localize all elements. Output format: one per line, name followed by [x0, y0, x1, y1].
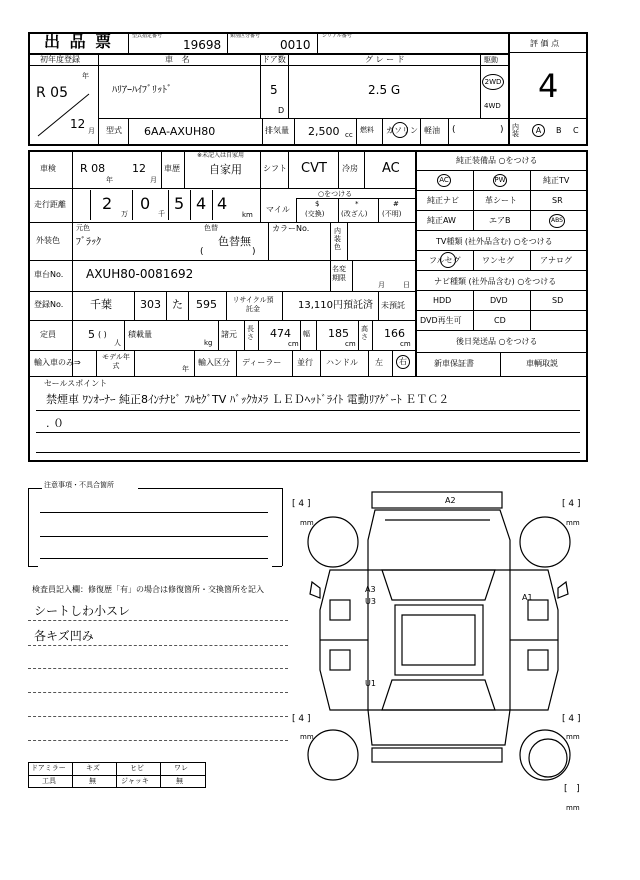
navi-title: ナビ種類 (社外品含む) ○をつける [434, 277, 557, 286]
fuel-other-close: ) [500, 125, 504, 135]
mileage-unknown: (不明) [382, 210, 402, 218]
history-label: 車歴 [164, 164, 180, 173]
displacement-label: 排気量 [265, 126, 289, 135]
mark-a1: A1 [522, 593, 533, 602]
equip-ac: AC [437, 174, 451, 187]
form-title: 出 品 票 [44, 32, 114, 51]
inspector-label: 検査員記入欄：修復歴「有」の場合は修復箇所・交換箇所を記入 [32, 585, 264, 594]
height-value: 166 [384, 327, 405, 340]
inspection-month: 12 [132, 162, 146, 175]
drive-label: 駆動 [484, 56, 498, 64]
scratch-label: キズ [86, 764, 100, 772]
width-label: 幅 [303, 330, 310, 338]
tire-rear-right [520, 730, 570, 780]
recycle-status: 未預託 [381, 301, 405, 310]
navi-cd: CD [494, 316, 506, 325]
model-designation-label: 型式指定番号 [132, 33, 163, 39]
tire-front-right [520, 517, 570, 567]
mileage-hash: # [393, 200, 399, 208]
car-diagram [290, 470, 590, 800]
registration-number: 595 [196, 298, 217, 311]
doors-label: ドア数 [262, 55, 286, 64]
category-label: 類別区分番号 [230, 33, 261, 39]
color-original: ﾌﾞﾗｯｸ [76, 237, 101, 248]
recycle-label: リサイクル預託金 [232, 296, 274, 313]
height-label: 高さ [361, 325, 368, 341]
equip-pw: PW [493, 174, 507, 187]
grade-value: 2.5 G [368, 83, 401, 97]
tire-depth-spare: [ ] [564, 784, 580, 794]
title-change-month: 月 [378, 281, 385, 289]
drive-4wd: 4WD [484, 102, 501, 110]
length-unit: cm [288, 340, 299, 348]
navi-sd: SD [552, 296, 564, 305]
color-changed: 色替無 [218, 235, 251, 248]
equipment-title: 純正装備品 ○をつける [456, 156, 538, 165]
handle-label: ハンドル [326, 358, 358, 367]
equip-leather: 革シート [485, 196, 517, 205]
fuel-gasoline: ガソリン [386, 126, 418, 135]
sales-points-label: セールスポイント [44, 379, 108, 388]
jack-value: 無 [176, 777, 183, 785]
capacity-unit: 人 [114, 339, 121, 347]
category-no: 0010 [280, 38, 311, 52]
break-label: ワレ [174, 764, 188, 772]
tire-rear-left [308, 730, 358, 780]
color-paren-close: ) [252, 247, 256, 257]
mileage-tampered: (改ざん) [341, 210, 368, 218]
interior-a: A [532, 124, 545, 137]
mileage-label: 走行距離 [34, 200, 66, 209]
model-type: 6AA-AXUH80 [144, 125, 216, 138]
inspection-month-unit: 月 [150, 176, 157, 184]
length-value: 474 [270, 327, 291, 340]
displacement-unit: cc [345, 131, 353, 139]
equip-sr: SR [552, 196, 563, 205]
registration-class: 303 [140, 298, 161, 311]
history-note: ※未記入は自家用 [197, 152, 245, 159]
displacement-value: 2,500 [308, 125, 340, 138]
inspection-era-year: R 08 [80, 162, 106, 175]
inspection-label: 車検 [40, 164, 56, 173]
recycle-value: 13,110円預託済 [298, 300, 373, 311]
drive-2wd: 2WD [482, 74, 504, 90]
equip-navi: 純正ナビ [427, 196, 459, 205]
width-unit: cm [345, 340, 356, 348]
model-type-label: 型式 [106, 126, 122, 135]
dims-label: 諸元 [221, 330, 237, 339]
tire-depth-fr: [ 4 ] [562, 499, 581, 509]
navi-dvd-play: DVD再生可 [420, 316, 462, 325]
mileage-star: * [355, 200, 359, 208]
ac-value: AC [382, 161, 400, 176]
tire-unit-fl: mm [300, 519, 314, 527]
mileage-digit-3: 5 [174, 194, 185, 213]
sales-points-line1: 禁煙車 ﾜﾝｵｰﾅｰ 純正8ｲﾝﾁﾅﾋﾞ ﾌﾙｾｸﾞTV ﾊﾞｯｸｶﾒﾗ ＬＥＤﾍｯﾄﾞﾗｲﾄ 電動ﾘｱｹﾞｰﾄ ＥＴＣ２ [46, 393, 450, 406]
import-category-label: 輸入区分 [198, 358, 230, 367]
tire-front-left [308, 517, 358, 567]
reg-month: 12 [70, 117, 86, 131]
crack-label: ヒビ [130, 764, 144, 772]
mileage-digit-4: 4 [196, 194, 207, 213]
car-name: ﾊﾘｱｰﾊｲﾌﾞﾘｯﾄﾞ [112, 85, 172, 96]
color-tone-label: 色替 [204, 224, 218, 232]
height-unit: cm [400, 340, 411, 348]
width-value: 185 [328, 327, 349, 340]
rating-value: 4 [538, 67, 559, 105]
mileage-digit-1: 2 [102, 194, 113, 213]
mileage-digit-2: 0 [140, 194, 151, 213]
model-designation-no: 19698 [183, 38, 222, 52]
equip-airbag: エアB [489, 216, 511, 225]
color-no-label: カラーNo. [272, 224, 310, 233]
tv-fullseg: フルセグ [429, 256, 461, 265]
length-label: 長さ [247, 325, 254, 341]
chassis-value: AXUH80-0081692 [86, 267, 194, 281]
color-original-label: 元色 [76, 224, 90, 232]
tire-spare [529, 739, 567, 777]
fuel-diesel: 軽油 [424, 126, 440, 135]
color-paren-open: ( [200, 247, 204, 257]
mileage-km: km [242, 211, 253, 219]
reg-month-unit: 月 [88, 127, 95, 135]
tire-depth-rl: [ 4 ] [292, 714, 311, 724]
mileage-dollar: $ [315, 200, 320, 208]
reg-year-unit: 年 [82, 72, 89, 80]
load-kg: kg [204, 339, 213, 347]
ac-label: 冷房 [342, 164, 358, 173]
serial-label: シリアル番号 [322, 33, 352, 39]
registration-region: 千葉 [90, 298, 112, 311]
title-change-label: 名変期限 [332, 265, 346, 282]
mileage-sen: 千 [158, 210, 165, 218]
sales-points-line2: . ０ [46, 417, 64, 430]
tools-value: 無 [89, 777, 96, 785]
handle-left: 左 [375, 358, 383, 367]
load-label: 積載量 [128, 330, 152, 339]
interior-color-label: 内装色 [334, 227, 341, 251]
mileage-man: 万 [121, 210, 128, 218]
color-label: 外装色 [36, 236, 60, 245]
mirror-label: ドアミラー [31, 764, 66, 772]
model-year-label: モデル年式 [102, 353, 130, 370]
equip-abs: ABS [549, 214, 565, 228]
mileage-exchange: (交換) [305, 210, 325, 218]
inspection-year-unit: 年 [106, 176, 113, 184]
chassis-label: 車台No. [34, 270, 64, 279]
interior-b: B [556, 126, 562, 135]
import-dealer: ディーラー [242, 358, 282, 367]
rating-label: 評 価 点 [530, 39, 560, 48]
doors-value: 5 [270, 83, 278, 97]
mark-u1: U1 [365, 679, 376, 688]
later-manual: 車輌取説 [526, 359, 558, 368]
tire-unit-spare: mm [566, 804, 580, 812]
capacity-paren: ( ) [98, 330, 107, 339]
title-change-day: 日 [403, 281, 410, 289]
jack-label: ジャッキ [121, 777, 149, 785]
capacity-value: 5 [88, 328, 95, 341]
reg-era-year: R 05 [36, 85, 68, 101]
mark-a2: A2 [445, 496, 456, 505]
interior-c: C [573, 126, 579, 135]
reg-slash [34, 90, 94, 140]
fuel-other-open: ( [452, 125, 456, 135]
later-warranty: 新車保証書 [434, 359, 474, 368]
car-name-label: 車 名 [165, 55, 193, 64]
mark-a3: A3 [365, 585, 376, 594]
mileage-digit-5: 4 [217, 194, 228, 213]
tv-analog: アナログ [540, 256, 572, 265]
registration-kana: た [172, 298, 183, 311]
navi-hdd: HDD [433, 296, 452, 305]
history-value: 自家用 [209, 163, 242, 176]
inspector-line2: 各キズ凹み [34, 629, 94, 643]
import-label: 輸入車のみ⇒ [34, 358, 81, 367]
tire-depth-fl: [ 4 ] [292, 499, 311, 509]
equip-tv: 純正TV [543, 176, 570, 185]
interior-label: 内装 [512, 123, 519, 138]
tire-depth-rr: [ 4 ] [562, 714, 581, 724]
tv-title: TV種類 (社外品含む) ○をつける [436, 237, 553, 246]
tire-unit-rr: mm [566, 733, 580, 741]
mark-u3: U3 [365, 597, 376, 606]
navi-dvd: DVD [490, 296, 508, 305]
tire-unit-rl: mm [300, 733, 314, 741]
import-parallel: 並行 [297, 358, 313, 367]
mileage-circle-note: ○をつける [318, 190, 353, 198]
handle-right: 右 [396, 355, 410, 369]
first-reg-label: 初年度登録 [40, 55, 80, 64]
import-year-unit: 年 [182, 365, 189, 373]
capacity-label: 定員 [40, 330, 56, 339]
tv-oneseg: ワンセグ [482, 256, 514, 265]
registration-label: 登録No. [34, 300, 64, 309]
later-title: 後日発送品 ○をつける [456, 337, 538, 346]
tools-label: 工具 [42, 777, 56, 785]
door-type: D [278, 106, 285, 115]
shift-label: シフト [263, 164, 287, 173]
grade-label: グ レ ー ド [365, 55, 405, 64]
equip-aw: 純正AW [427, 216, 456, 225]
mileage-mile: マイル [266, 205, 290, 214]
shift-value: CVT [301, 161, 327, 176]
tire-unit-fr: mm [566, 519, 580, 527]
caution-label: 注意事項・不具合箇所 [44, 481, 114, 489]
inspector-line1: シートしわ小スレ [34, 604, 131, 618]
fuel-label: 燃料 [360, 126, 374, 134]
